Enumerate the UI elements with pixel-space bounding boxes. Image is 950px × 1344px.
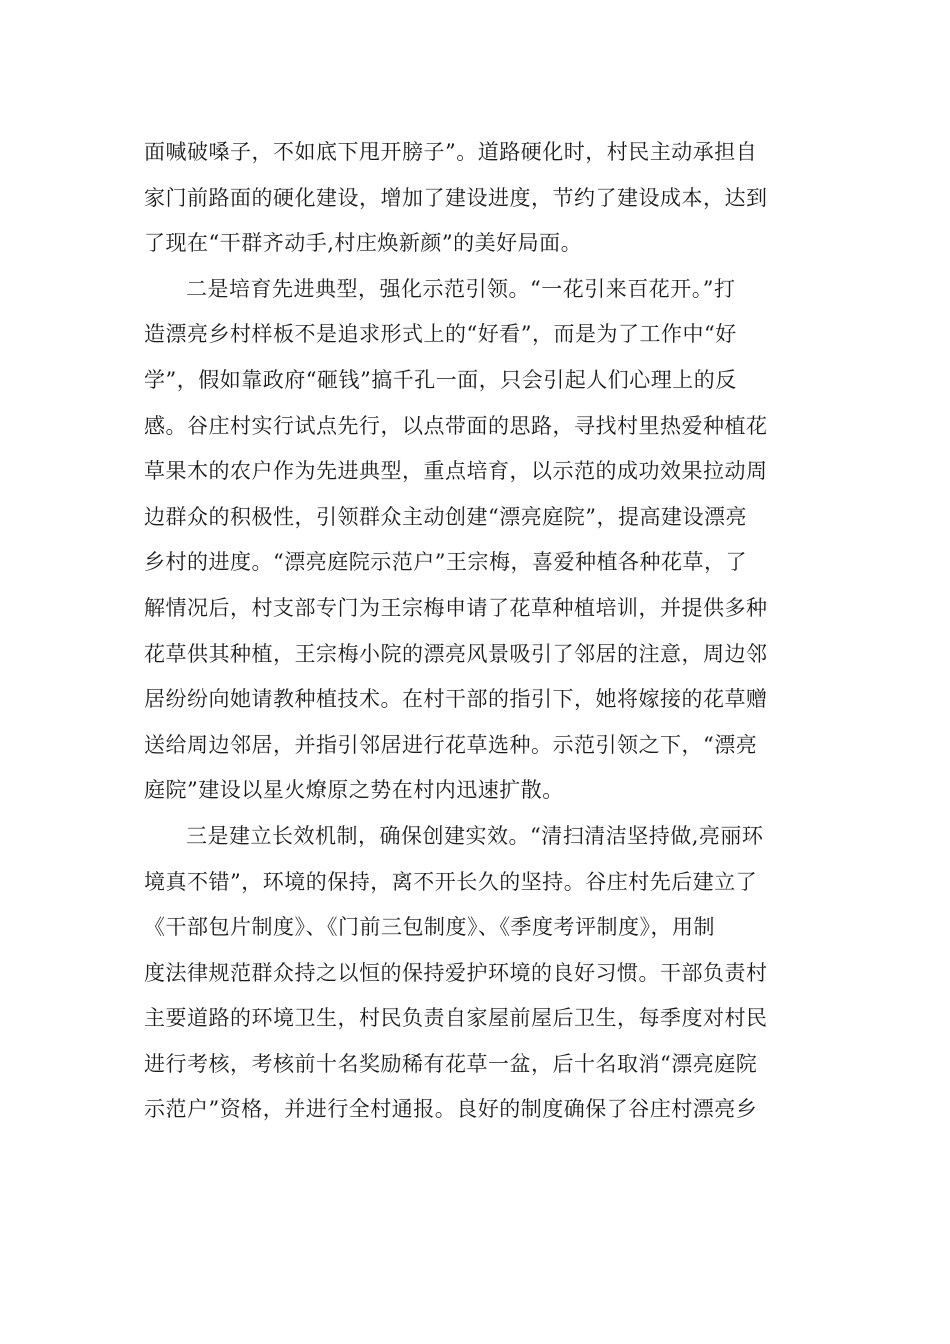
- text-line: 花草供其种植，王宗梅小院的漂亮风景吸引了邻居的注意，周边邻: [144, 641, 768, 666]
- text-line: 了现在“干群齐动手,村庄焕新颜”的美好局面。: [144, 231, 583, 256]
- text-line: 送给周边邻居，并指引邻居进行花草选种。示范引领之下，“漂亮: [144, 732, 758, 757]
- text-line: 感。谷庄村实行试点先行，以点带面的思路，寻找村里热爱种植花: [144, 413, 768, 438]
- paragraph-point-three: [144, 814, 810, 1133]
- text-line: 边群众的积极性，引领群众主动创建“漂亮庭院”，提高建设漂亮: [144, 504, 747, 529]
- text-line: 《干部包片制度》、《门前三包制度》、《季度考评制度》，用制: [144, 915, 715, 940]
- text-line: 乡村的进度。“漂亮庭院示范户”王宗梅，喜爱种植各种花草，了: [144, 550, 747, 575]
- text-line: 家门前路面的硬化建设，增加了建设进度，节约了建设成本，达到: [144, 185, 768, 210]
- text-line: 居纷纷向她请教种植技术。在村干部的指引下，她将嫁接的花草赠: [144, 687, 768, 712]
- text-line: 进行考核，考核前十名奖励稀有花草一盆，后十名取消“漂亮庭院: [144, 1051, 758, 1076]
- text-line: 度法律规范群众持之以恒的保持爱护环境的良好习惯。干部负责村: [144, 960, 768, 985]
- text-line: 学”，假如靠政府“砸钱”搞千孔一面，只会引起人们心理上的反: [144, 367, 737, 392]
- text-line: 主要道路的环境卫生，村民负责自家屋前屋后卫生，每季度对村民: [144, 1006, 768, 1031]
- text-line: 境真不错”，环境的保持，离不开长久的坚持。谷庄村先后建立了: [144, 869, 758, 894]
- text-line: 草果木的农户作为先进典型，重点培育，以示范的成功效果拉动周: [144, 459, 768, 484]
- text-line: 造漂亮乡村样板不是追求形式上的“好看”，而是为了工作中“好: [144, 322, 737, 347]
- text-line: 面喊破嗓子，不如底下甩开膀子”。道路硬化时，村民主动承担自: [144, 140, 758, 164]
- text-line: 解情况后，村支部专门为王宗梅申请了花草种植培训，并提供多种: [144, 595, 768, 620]
- text-line: 示范户”资格，并进行全村通报。良好的制度确保了谷庄村漂亮乡: [144, 1097, 758, 1122]
- text-line: 二是培育先进典型，强化示范引领。“一花引来百花开。”打: [186, 276, 736, 301]
- paragraph-continuation: [144, 130, 810, 267]
- text-line: 庭院”建设以星火燎原之势在村内迅速扩散。: [144, 778, 564, 803]
- body-text: [144, 130, 810, 1133]
- text-line: 三是建立长效机制，确保创建实效。“清扫清洁坚持做,亮丽环: [186, 823, 764, 848]
- paragraph-point-two: [144, 267, 810, 814]
